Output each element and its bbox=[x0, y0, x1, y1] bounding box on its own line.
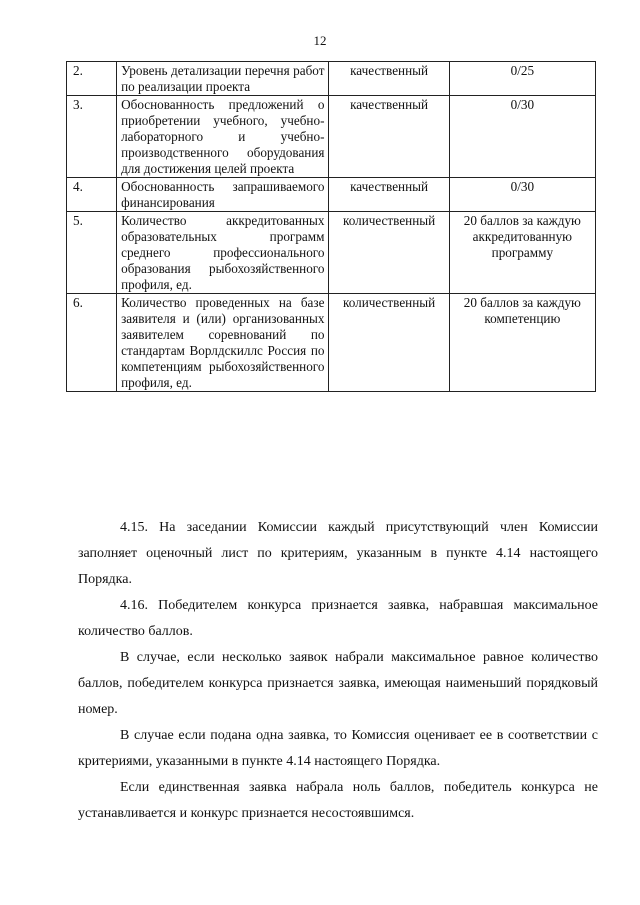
row-number: 3. bbox=[67, 96, 117, 178]
table-row bbox=[67, 212, 596, 294]
row-number: 6. bbox=[67, 294, 117, 392]
row-number: 5. bbox=[67, 212, 117, 294]
body-text bbox=[78, 515, 598, 827]
criterion-type: качественный bbox=[329, 62, 449, 96]
table-row bbox=[67, 96, 596, 178]
criterion-score: 20 баллов за каждую компетенцию bbox=[449, 294, 595, 392]
page-number: 12 bbox=[313, 33, 327, 48]
row-number: 4. bbox=[67, 178, 117, 212]
table-row bbox=[67, 62, 596, 96]
criterion-name: Количество аккредитованных образовательных программ среднего профессионального образования рыбохозяйственного профиля, ед. bbox=[117, 212, 329, 294]
criterion-name: Обоснованность предложений о приобретении учебного, учебно-лабораторного и учебно-производственного оборудования для достижения целей проекта bbox=[117, 96, 329, 178]
paragraph-zero-score: Если единственная заявка набрала ноль баллов, победитель конкурса не устанавливается и конкурс признается несостоявшимся. bbox=[78, 780, 598, 821]
criterion-type: качественный bbox=[329, 178, 449, 212]
row-number: 2. bbox=[67, 62, 117, 96]
paragraph-single-application: В случае если подана одна заявка, то Комиссия оценивает ее в соответствии с критериями, указанными в пункте 4.14 настоящего Порядка. bbox=[78, 728, 598, 769]
criterion-type: количественный bbox=[329, 212, 449, 294]
criterion-name: Количество проведенных на базе заявителя и (или) организованных заявителем соревнований по стандартам Ворлдскиллс Россия по компетенциям рыбохозяйственного профиля, ед. bbox=[117, 294, 329, 392]
table-row bbox=[67, 178, 596, 212]
criterion-score: 20 баллов за каждую аккредитованную программу bbox=[449, 212, 595, 294]
criterion-type: количественный bbox=[329, 294, 449, 392]
criterion-type: качественный bbox=[329, 96, 449, 178]
criterion-score: 0/25 bbox=[449, 62, 595, 96]
criterion-score: 0/30 bbox=[449, 96, 595, 178]
paragraph-4-16: 4.16. Победителем конкурса признается заявка, набравшая максимальное количество баллов. bbox=[78, 598, 598, 639]
criterion-name: Обоснованность запрашиваемого финансирования bbox=[117, 178, 329, 212]
criterion-score: 0/30 bbox=[449, 178, 595, 212]
criteria-table bbox=[66, 61, 596, 392]
criterion-name: Уровень детализации перечня работ по реализации проекта bbox=[117, 62, 329, 96]
table-row bbox=[67, 294, 596, 392]
paragraph-4-15: 4.15. На заседании Комиссии каждый присутствующий член Комиссии заполняет оценочный лист по критериям, указанным в пункте 4.14 настоящего Порядка. bbox=[78, 520, 598, 587]
paragraph-equal-scores: В случае, если несколько заявок набрали максимальное равное количество баллов, победителем конкурса признается заявка, имеющая наименьший порядковый номер. bbox=[78, 650, 598, 717]
